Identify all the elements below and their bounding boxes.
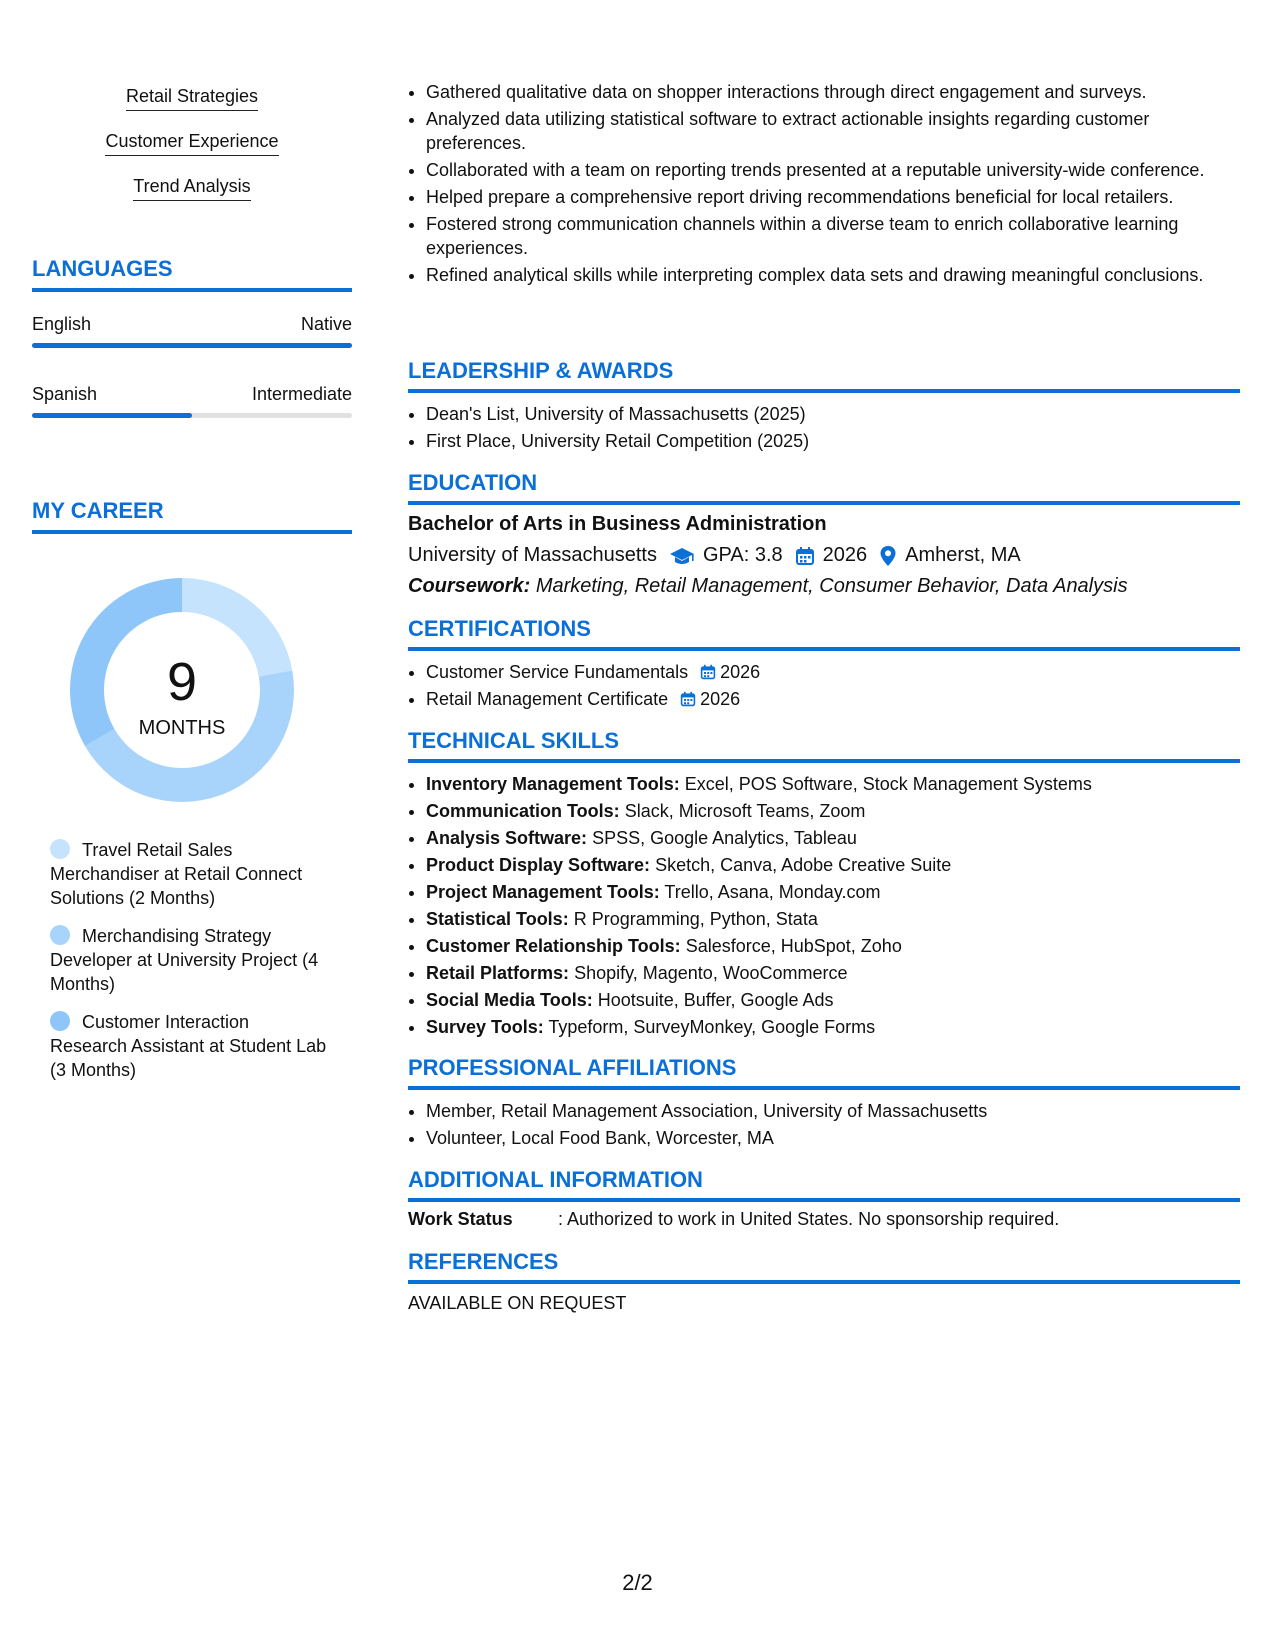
language-name: Spanish bbox=[32, 384, 98, 404]
language-row bbox=[32, 384, 352, 405]
skill-tag: Retail Strategies bbox=[32, 86, 352, 111]
additional-info-heading: ADDITIONAL INFORMATION bbox=[408, 1167, 1240, 1202]
list-item: • Communication Tools: Slack, Microsoft Teams, Zoom bbox=[426, 799, 1240, 823]
location-pin-icon bbox=[879, 545, 897, 567]
list-item: • Social Media Tools: Hootsuite, Buffer, Google Ads bbox=[426, 988, 1240, 1012]
list-item: • Survey Tools: Typeform, SurveyMonkey, Google Forms bbox=[426, 1015, 1240, 1039]
list-item: • Retail Platforms: Shopify, Magento, WooCommerce bbox=[426, 961, 1240, 985]
career-legend-item: Customer Interaction Research Assistant at Student Lab (3 Months) bbox=[50, 1012, 327, 1080]
list-item: • Fostered strong communication channels within a diverse team to enrich collaborative learning experiences. bbox=[426, 212, 1240, 260]
school-name: University of Massachusetts bbox=[408, 544, 657, 566]
references-heading: REFERENCES bbox=[408, 1249, 1240, 1284]
affiliations-list bbox=[408, 1099, 1240, 1153]
list-item: • Dean's List, University of Massachusetts (2025) bbox=[426, 402, 1240, 426]
list-item: • Helped prepare a comprehensive report driving recommendations beneficial for local retailers. bbox=[426, 185, 1240, 209]
location: Amherst, MA bbox=[905, 544, 1021, 566]
technical-skills-list bbox=[408, 772, 1240, 1042]
calendar-icon bbox=[700, 664, 716, 680]
language-name: English bbox=[32, 314, 92, 334]
list-item: • First Place, University Retail Competition (2025) bbox=[426, 429, 1240, 453]
education-heading: EDUCATION bbox=[408, 470, 1240, 505]
language-proficiency-fill bbox=[32, 413, 192, 418]
list-item: • Customer Relationship Tools: Salesforce, HubSpot, Zoho bbox=[426, 934, 1240, 958]
list-item: • Statistical Tools: R Programming, Python, Stata bbox=[426, 907, 1240, 931]
list-item: • Inventory Management Tools: Excel, POS Software, Stock Management Systems bbox=[426, 772, 1240, 796]
legend-dot bbox=[50, 839, 70, 859]
certifications-heading: CERTIFICATIONS bbox=[408, 616, 1240, 651]
technical-skills-heading: TECHNICAL SKILLS bbox=[408, 728, 1240, 763]
page-number: 2/2 bbox=[622, 1570, 653, 1595]
career-heading: MY CAREER bbox=[32, 498, 352, 534]
language-row bbox=[32, 314, 352, 335]
language-level: Intermediate bbox=[251, 384, 352, 404]
career-legend-item: Travel Retail Sales Merchandiser at Retail Connect Solutions (2 Months) bbox=[50, 840, 303, 908]
graduation-year: 2026 bbox=[822, 544, 868, 566]
list-item bbox=[426, 660, 1240, 684]
list-item: • Analysis Software: SPSS, Google Analytics, Tableau bbox=[426, 826, 1240, 850]
list-item: • Product Display Software: Sketch, Canva, Adobe Creative Suite bbox=[426, 853, 1240, 877]
work-status-row bbox=[408, 1209, 1240, 1230]
list-item: • Collaborated with a team on reporting trends presented at a reputable university-wide conference. bbox=[426, 158, 1240, 182]
references-text: AVAILABLE ON REQUEST bbox=[408, 1293, 627, 1313]
career-legend-item: Merchandising Strategy Developer at University Project (4 Months) bbox=[50, 926, 319, 994]
work-status-value: : Authorized to work in United States. No sponsorship required. bbox=[558, 1209, 1060, 1229]
legend-dot bbox=[50, 925, 70, 945]
calendar-icon bbox=[680, 691, 696, 707]
list-item: • Member, Retail Management Association, University of Massachusetts bbox=[426, 1099, 1240, 1123]
coursework-list: Marketing, Retail Management, Consumer Behavior, Data Analysis bbox=[535, 575, 1128, 597]
leadership-heading: LEADERSHIP & AWARDS bbox=[408, 358, 1240, 393]
certification-year: 2026 bbox=[700, 689, 741, 709]
career-total-unit: MONTHS bbox=[138, 717, 226, 739]
graduation-cap-icon bbox=[669, 546, 695, 566]
degree-title: Bachelor of Arts in Business Administration bbox=[408, 513, 827, 535]
language-proficiency-fill bbox=[32, 343, 352, 348]
list-item: • Analyzed data utilizing statistical software to extract actionable insights regarding customer preferences. bbox=[426, 107, 1240, 155]
list-item: • Volunteer, Local Food Bank, Worcester, MA bbox=[426, 1126, 1240, 1150]
donut-segment bbox=[182, 578, 292, 676]
list-item: • Gathered qualitative data on shopper interactions through direct engagement and surveys. bbox=[426, 80, 1240, 104]
language-level: Native bbox=[300, 314, 352, 334]
work-status-label: Work Status bbox=[408, 1209, 513, 1229]
certification-name: Retail Management Certificate bbox=[426, 689, 669, 709]
experience-bullets bbox=[408, 80, 1240, 290]
list-item: • Refined analytical skills while interpreting complex data sets and drawing meaningful conclusions. bbox=[426, 263, 1240, 287]
certification-year: 2026 bbox=[720, 662, 761, 682]
skill-tag: Customer Experience bbox=[32, 131, 352, 156]
language-proficiency-bar bbox=[32, 413, 352, 418]
career-donut-chart bbox=[62, 570, 302, 810]
calendar-icon bbox=[795, 546, 815, 566]
education-details bbox=[408, 544, 1240, 567]
list-item: • Project Management Tools: Trello, Asana, Monday.com bbox=[426, 880, 1240, 904]
legend-dot bbox=[50, 1011, 70, 1031]
education-block bbox=[408, 513, 1240, 598]
skill-tag: Trend Analysis bbox=[32, 176, 352, 201]
gpa: GPA: 3.8 bbox=[702, 544, 783, 566]
list-item bbox=[426, 687, 1240, 711]
leadership-list bbox=[408, 402, 1240, 456]
career-total-value: 9 bbox=[166, 652, 198, 712]
certification-name: Customer Service Fundamentals bbox=[426, 662, 689, 682]
coursework-label: Coursework: bbox=[408, 575, 531, 597]
certifications-list bbox=[408, 660, 1240, 714]
coursework bbox=[408, 575, 1240, 598]
languages-heading: LANGUAGES bbox=[32, 256, 352, 292]
affiliations-heading: PROFESSIONAL AFFILIATIONS bbox=[408, 1055, 1240, 1090]
language-proficiency-bar bbox=[32, 343, 352, 348]
